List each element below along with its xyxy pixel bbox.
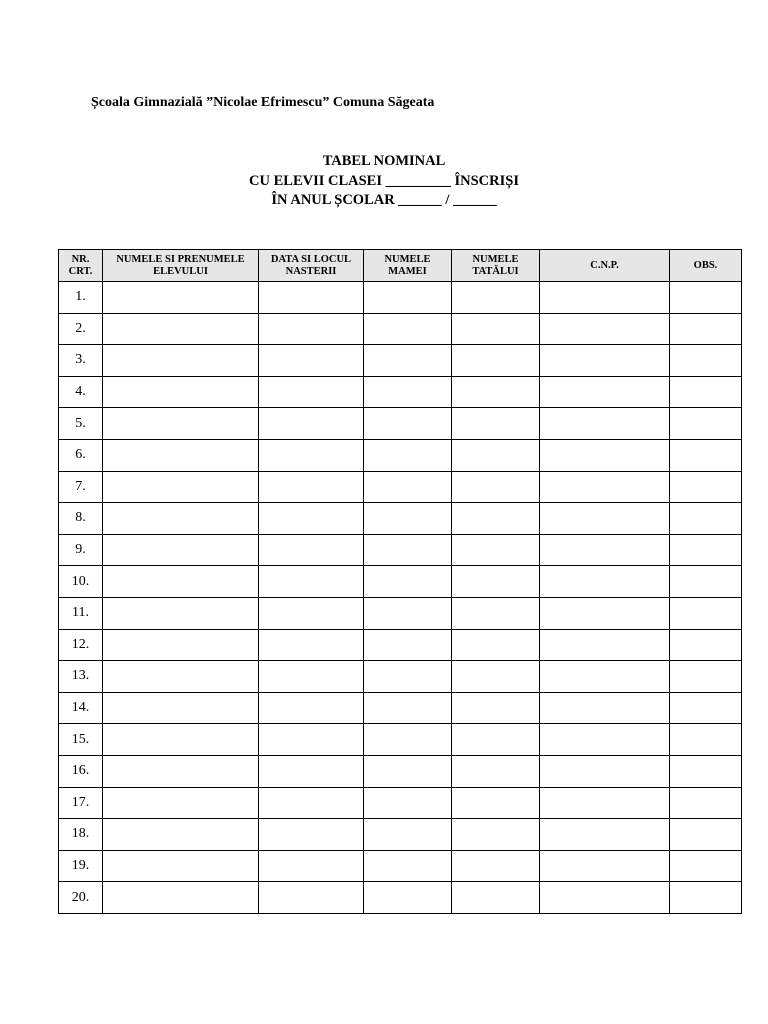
- birth-date-place-cell: [259, 313, 364, 345]
- birth-date-place-cell: [259, 471, 364, 503]
- mother-name-cell: [364, 755, 452, 787]
- birth-date-place-cell: [259, 661, 364, 693]
- table-row: [59, 882, 742, 914]
- table-header-row: [59, 250, 742, 282]
- obs-cell: [670, 503, 742, 535]
- cnp-cell: [540, 408, 670, 440]
- title-line-2: CU ELEVII CLASEI _________ ÎNSCRIȘI: [249, 172, 519, 189]
- mother-name-cell: [364, 503, 452, 535]
- birth-date-place-cell: [259, 597, 364, 629]
- header-obs: [670, 250, 742, 282]
- birth-date-place-cell: [259, 439, 364, 471]
- header-mother-name: [364, 250, 452, 282]
- cnp-cell: [540, 597, 670, 629]
- birth-date-place-cell: [259, 408, 364, 440]
- student-name-cell: [103, 376, 259, 408]
- title-line-1: TABEL NOMINAL: [322, 153, 446, 169]
- birth-date-place-cell: [259, 850, 364, 882]
- student-name-cell: [103, 345, 259, 377]
- mother-name-cell: [364, 819, 452, 851]
- header-father-name: [452, 250, 540, 282]
- table-row: [59, 313, 742, 345]
- mother-name-cell: [364, 724, 452, 756]
- cnp-cell: [540, 503, 670, 535]
- table-row: [59, 282, 742, 314]
- row-number: 1.: [59, 282, 103, 314]
- cnp-cell: [540, 787, 670, 819]
- mother-name-cell: [364, 566, 452, 598]
- row-number: 20.: [59, 882, 103, 914]
- cnp-cell: [540, 376, 670, 408]
- header-text: MAMEI: [388, 265, 427, 277]
- obs-cell: [670, 313, 742, 345]
- obs-cell: [670, 755, 742, 787]
- student-name-cell: [103, 282, 259, 314]
- table-row: [59, 597, 742, 629]
- header-nr-crt: [59, 250, 103, 282]
- header-text: NUMELE: [384, 253, 431, 265]
- header-text: NR.: [71, 253, 90, 265]
- mother-name-cell: [364, 787, 452, 819]
- father-name-cell: [452, 439, 540, 471]
- row-number: 6.: [59, 439, 103, 471]
- table-row: [59, 471, 742, 503]
- header-text: NASTERII: [285, 265, 337, 277]
- father-name-cell: [452, 408, 540, 440]
- birth-date-place-cell: [259, 503, 364, 535]
- cnp-cell: [540, 471, 670, 503]
- obs-cell: [670, 787, 742, 819]
- cnp-cell: [540, 819, 670, 851]
- header-text: ELEVULUI: [153, 265, 208, 277]
- student-name-cell: [103, 408, 259, 440]
- obs-cell: [670, 724, 742, 756]
- cnp-cell: [540, 850, 670, 882]
- row-number: 16.: [59, 755, 103, 787]
- father-name-cell: [452, 534, 540, 566]
- obs-cell: [670, 566, 742, 598]
- row-number: 15.: [59, 724, 103, 756]
- row-number: 14.: [59, 692, 103, 724]
- cnp-cell: [540, 313, 670, 345]
- student-name-cell: [103, 503, 259, 535]
- obs-cell: [670, 439, 742, 471]
- row-number: 11.: [59, 597, 103, 629]
- obs-cell: [670, 282, 742, 314]
- row-number: 9.: [59, 534, 103, 566]
- mother-name-cell: [364, 629, 452, 661]
- birth-date-place-cell: [259, 629, 364, 661]
- mother-name-cell: [364, 850, 452, 882]
- cnp-cell: [540, 755, 670, 787]
- father-name-cell: [452, 661, 540, 693]
- father-name-cell: [452, 692, 540, 724]
- mother-name-cell: [364, 661, 452, 693]
- father-name-cell: [452, 850, 540, 882]
- row-number: 18.: [59, 819, 103, 851]
- student-name-cell: [103, 692, 259, 724]
- birth-date-place-cell: [259, 787, 364, 819]
- obs-cell: [670, 850, 742, 882]
- cnp-cell: [540, 724, 670, 756]
- cnp-cell: [540, 282, 670, 314]
- table-row: [59, 661, 742, 693]
- cnp-cell: [540, 534, 670, 566]
- row-number: 12.: [59, 629, 103, 661]
- header-text: TATĂLUI: [472, 265, 519, 277]
- mother-name-cell: [364, 282, 452, 314]
- father-name-cell: [452, 345, 540, 377]
- obs-cell: [670, 819, 742, 851]
- birth-date-place-cell: [259, 345, 364, 377]
- student-name-cell: [103, 534, 259, 566]
- mother-name-cell: [364, 376, 452, 408]
- student-name-cell: [103, 724, 259, 756]
- obs-cell: [670, 345, 742, 377]
- mother-name-cell: [364, 882, 452, 914]
- table-row: [59, 692, 742, 724]
- student-name-cell: [103, 629, 259, 661]
- father-name-cell: [452, 724, 540, 756]
- obs-cell: [670, 471, 742, 503]
- student-name-cell: [103, 661, 259, 693]
- row-number: 10.: [59, 566, 103, 598]
- father-name-cell: [452, 471, 540, 503]
- document-title: [0, 152, 768, 211]
- header-student-name: [103, 250, 259, 282]
- cnp-cell: [540, 661, 670, 693]
- mother-name-cell: [364, 597, 452, 629]
- row-number: 8.: [59, 503, 103, 535]
- table-row: [59, 503, 742, 535]
- row-number: 4.: [59, 376, 103, 408]
- header-birth-date-place: [259, 250, 364, 282]
- cnp-cell: [540, 629, 670, 661]
- mother-name-cell: [364, 439, 452, 471]
- row-number: 5.: [59, 408, 103, 440]
- father-name-cell: [452, 755, 540, 787]
- father-name-cell: [452, 629, 540, 661]
- table-body: [59, 282, 742, 914]
- father-name-cell: [452, 503, 540, 535]
- row-number: 19.: [59, 850, 103, 882]
- obs-cell: [670, 692, 742, 724]
- cnp-cell: [540, 439, 670, 471]
- father-name-cell: [452, 313, 540, 345]
- obs-cell: [670, 408, 742, 440]
- mother-name-cell: [364, 471, 452, 503]
- father-name-cell: [452, 282, 540, 314]
- birth-date-place-cell: [259, 755, 364, 787]
- student-name-cell: [103, 755, 259, 787]
- row-number: 17.: [59, 787, 103, 819]
- table-row: [59, 850, 742, 882]
- table-row: [59, 787, 742, 819]
- birth-date-place-cell: [259, 692, 364, 724]
- title-line-3: ÎN ANUL ȘCOLAR ______ / ______: [271, 192, 497, 208]
- student-name-cell: [103, 439, 259, 471]
- obs-cell: [670, 629, 742, 661]
- table-row: [59, 755, 742, 787]
- header-text: NUMELE SI PRENUMELE: [116, 253, 245, 265]
- father-name-cell: [452, 597, 540, 629]
- mother-name-cell: [364, 692, 452, 724]
- birth-date-place-cell: [259, 566, 364, 598]
- header-text: CRT.: [68, 265, 93, 277]
- cnp-cell: [540, 566, 670, 598]
- obs-cell: [670, 376, 742, 408]
- student-name-cell: [103, 597, 259, 629]
- mother-name-cell: [364, 534, 452, 566]
- birth-date-place-cell: [259, 819, 364, 851]
- table-row: [59, 408, 742, 440]
- table-row: [59, 345, 742, 377]
- header-text: OBS.: [693, 259, 718, 271]
- cnp-cell: [540, 692, 670, 724]
- obs-cell: [670, 534, 742, 566]
- mother-name-cell: [364, 313, 452, 345]
- father-name-cell: [452, 787, 540, 819]
- obs-cell: [670, 661, 742, 693]
- row-number: 2.: [59, 313, 103, 345]
- birth-date-place-cell: [259, 282, 364, 314]
- table-row: [59, 724, 742, 756]
- birth-date-place-cell: [259, 724, 364, 756]
- father-name-cell: [452, 376, 540, 408]
- student-name-cell: [103, 787, 259, 819]
- father-name-cell: [452, 819, 540, 851]
- student-roster-table: [58, 249, 742, 914]
- mother-name-cell: [364, 408, 452, 440]
- cnp-cell: [540, 882, 670, 914]
- cnp-cell: [540, 345, 670, 377]
- student-name-cell: [103, 882, 259, 914]
- header-cnp: [540, 250, 670, 282]
- father-name-cell: [452, 882, 540, 914]
- student-name-cell: [103, 313, 259, 345]
- birth-date-place-cell: [259, 534, 364, 566]
- father-name-cell: [452, 566, 540, 598]
- header-text: DATA SI LOCUL: [270, 253, 352, 265]
- student-name-cell: [103, 471, 259, 503]
- obs-cell: [670, 882, 742, 914]
- table-row: [59, 566, 742, 598]
- birth-date-place-cell: [259, 376, 364, 408]
- table-row: [59, 439, 742, 471]
- table-row: [59, 376, 742, 408]
- header-text: NUMELE: [472, 253, 519, 265]
- birth-date-place-cell: [259, 882, 364, 914]
- row-number: 13.: [59, 661, 103, 693]
- student-name-cell: [103, 850, 259, 882]
- table-row: [59, 819, 742, 851]
- student-name-cell: [103, 819, 259, 851]
- table-row: [59, 629, 742, 661]
- school-name: Școala Gimnazială ”Nicolae Efrimescu” Comuna Săgeata: [91, 95, 435, 110]
- row-number: 3.: [59, 345, 103, 377]
- header-text: C.N.P.: [590, 259, 619, 271]
- obs-cell: [670, 597, 742, 629]
- row-number: 7.: [59, 471, 103, 503]
- table-row: [59, 534, 742, 566]
- mother-name-cell: [364, 345, 452, 377]
- student-name-cell: [103, 566, 259, 598]
